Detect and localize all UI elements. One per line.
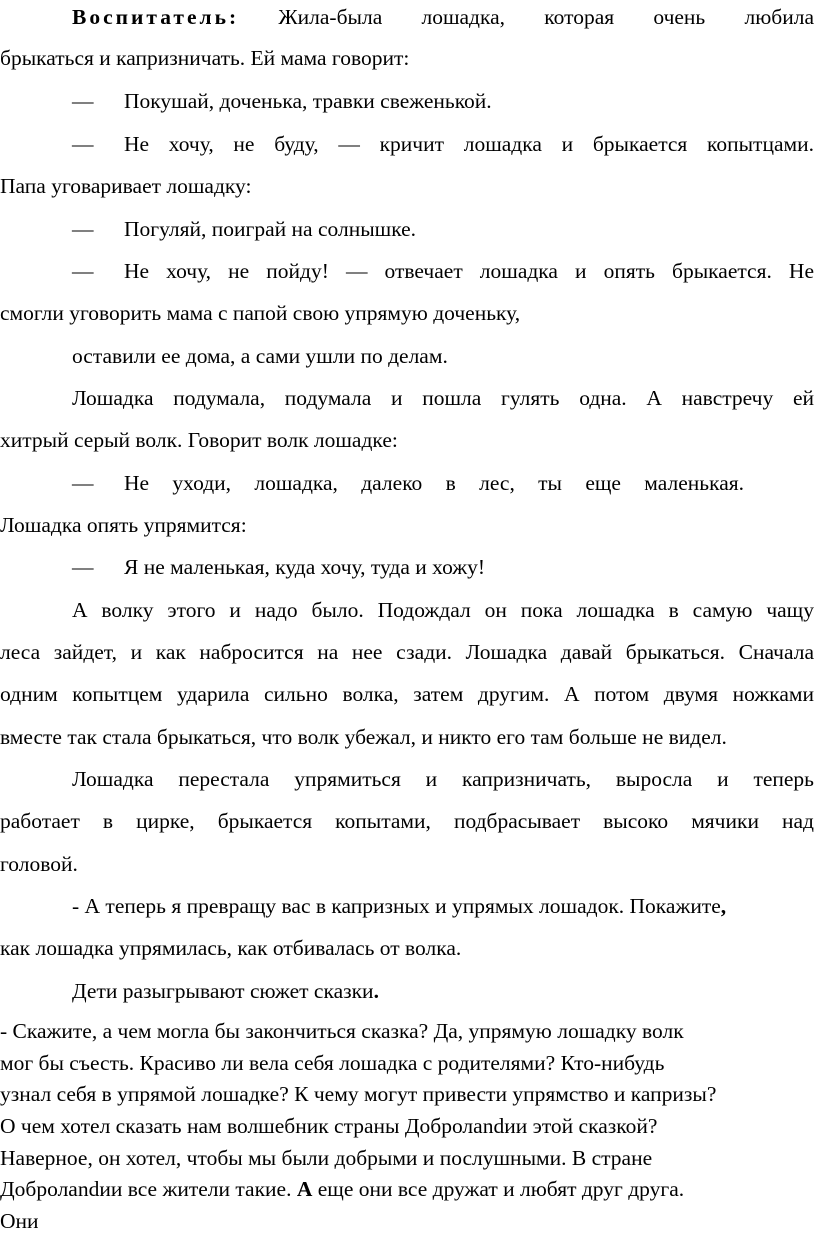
text-line: Папа уговаривает лошадку: [0,174,252,198]
text-line: смогли уговорить мама с папой свою упрямую доченьку, [0,301,521,325]
dialogue-dash: — [72,132,94,156]
text-line: Наверное, он хотел, чтобы мы были добрыми и послушными. В стране [0,1146,653,1170]
text-line: мог бы съесть. Красиво ли вела себя лошадка с родителями? Кто-нибудь [0,1051,665,1075]
text-line: - Скажите, а чем могла бы закончиться сказка? Да, упрямую лошадку волк [0,1019,684,1043]
line-text: Жила-была лошадка, которая очень любила [278,5,814,29]
text-line: Они [0,1209,39,1233]
text-line: А волку этого и надо было. Подождал он пока лошадка в самую чащу [72,598,814,622]
text-line: оставили ее дома, а сами ушли по делам. [72,344,448,368]
text-line [0,1175,816,1203]
text-line: Лошадка перестала упрямиться и капризничать, выросла и теперь [72,767,814,791]
text-line: Лошадка подумала, подумала и пошла гулять одна. А навстречу ей [72,386,814,410]
text-line [72,3,814,31]
text-line: Лошадка опять упрямится: [0,513,247,537]
text-line: одним копытцем ударила сильно волка, затем другим. А потом двумя ножками [0,682,814,706]
text-line: работает в цирке, брыкается копытами, подбрасывает высоко мячики над [0,809,814,833]
dialogue-dash: — [72,259,94,283]
text-line [72,977,814,1005]
text-line: леса зайдет, и как набросится на нее сзади. Лошадка давай брыкаться. Сначала [0,640,814,664]
line-text: еще они все дружат и любят друг друга. [317,1177,685,1201]
bold-period: . [373,979,379,1003]
text-line: Не уходи, лошадка, далеко в лес, ты еще маленькая. [124,471,744,495]
text-line [72,892,814,920]
text-line: Погуляй, поиграй на солнышке. [124,217,417,241]
line-text: Дети разыгрывают сюжет сказки [72,979,374,1003]
line-text: Добролandии все жители такие. [0,1177,292,1201]
text-line: хитрый серый волк. Говорит волк лошадке: [0,428,398,452]
text-line: как лошадка упрямилась, как отбивалась от волка. [0,936,462,960]
bold-letter: А [296,1177,313,1201]
dialogue-dash: — [72,217,94,241]
speaker-role: Воспитатель: [72,5,240,29]
text-line: О чем хотел сказать нам волшебник страны Добролandии этой сказкой? [0,1114,658,1138]
text-line: Покушай, доченька, травки свеженькой. [124,89,492,113]
bold-comma: , [720,894,727,918]
text-line: брыкаться и капризничать. Ей мама говорит: [0,46,410,70]
text-line: вместе так стала брыкаться, что волк убежал, и никто его там больше не видел. [0,725,727,749]
dialogue-dash: — [72,471,94,495]
dialogue-dash: — [72,555,94,579]
line-text: - А теперь я превращу вас в капризных и упрямых лошадок. Покажите [72,894,721,918]
text-line: Я не маленькая, куда хочу, туда и хожу! [124,555,486,579]
dialogue-dash: — [72,89,94,113]
text-line: узнал себя в упрямой лошадке? К чему могут привести упрямство и капризы? [0,1082,717,1106]
text-line: Не хочу, не буду, — кричит лошадка и брыкается копытцами. [124,132,814,156]
text-line: головой. [0,852,78,876]
text-line: Не хочу, не пойду! — отвечает лошадка и опять брыкается. Не [124,259,814,283]
